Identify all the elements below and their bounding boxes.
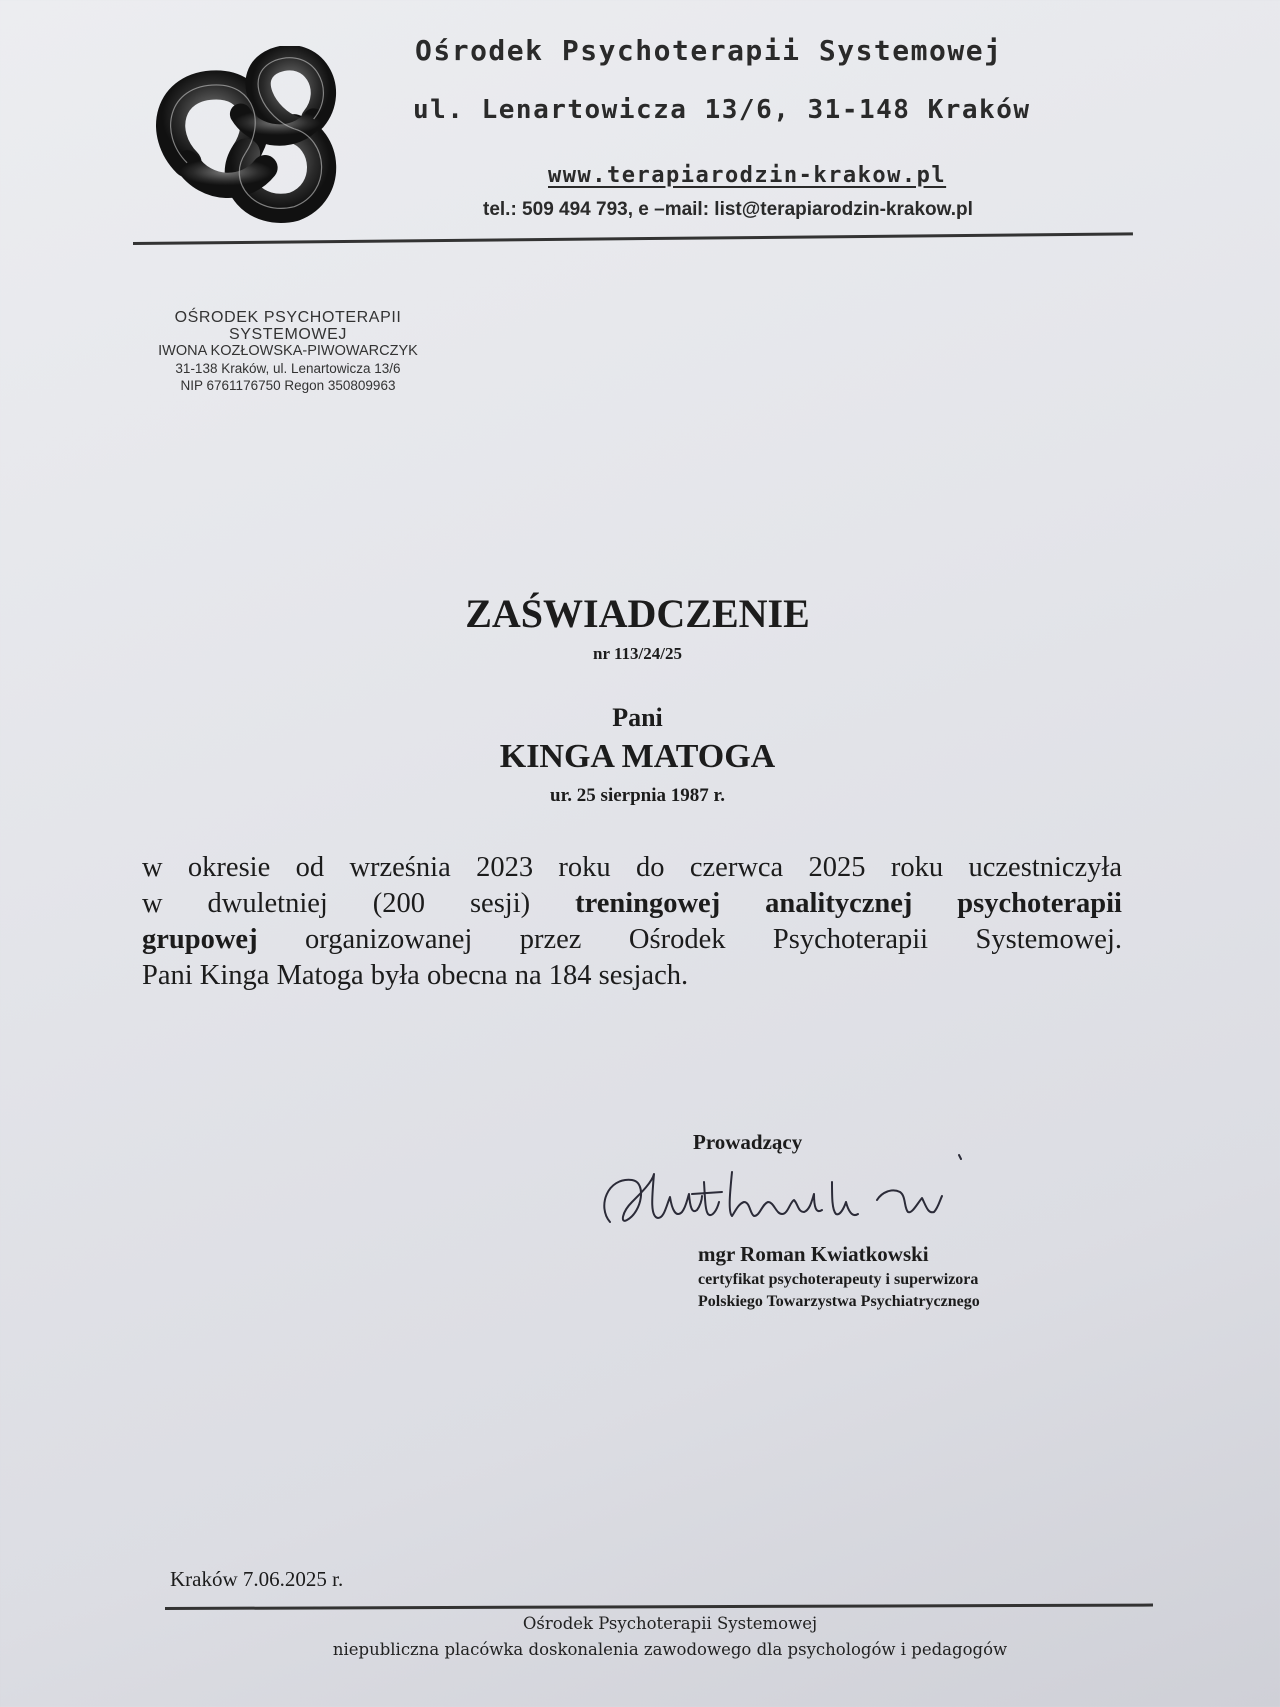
footer-org: Ośrodek Psychoterapii Systemowej (522, 1614, 818, 1633)
signatory-cert-line-2: Polskiego Towarzystwa Psychiatrycznego (698, 1293, 980, 1310)
body-line-4: Pani Kinga Matoga była obecna na 184 sesjach. (142, 960, 689, 991)
company-stamp (138, 309, 438, 394)
body-line-2-regular: w dwuletniej (200 sesji) (142, 888, 576, 919)
stamp-line-2: SYSTEMOWEJ (228, 326, 347, 343)
knot-logo-icon (148, 46, 343, 231)
header-address: ul. Lenartowicza 13/6, 31-148 Kraków (413, 95, 1031, 125)
header-divider (133, 232, 1133, 245)
header-org-name: Ośrodek Psychoterapii Systemowej (415, 34, 1003, 67)
body-line-2 (142, 886, 1122, 922)
header-website-link[interactable]: www.terapiarodzin-krakow.pl (548, 163, 947, 188)
document-title: ZAŚWIADCZENIE (465, 591, 810, 636)
stamp-line-5: NIP 6761176750 Regon 350809963 (180, 378, 396, 393)
birth-date: ur. 25 sierpnia 1987 r. (550, 785, 725, 806)
body-line-3 (142, 922, 1122, 958)
certificate-body (142, 850, 1122, 994)
footer-divider (165, 1604, 1153, 1610)
body-line-3-bold: grupowej (142, 924, 258, 955)
place-and-date: Kraków 7.06.2025 r. (170, 1567, 344, 1591)
signatory-label: Prowadzący (693, 1130, 803, 1154)
body-line-3-regular: organizowanej przez Ośrodek Psychoterapii Systemowej. (257, 924, 1122, 955)
footer-description: niepubliczna placówka doskonalenia zawodowego dla psychologów i pedagogów (332, 1640, 1008, 1659)
certificate-number: nr 113/24/25 (593, 644, 682, 663)
salutation: Pani (612, 703, 663, 732)
stamp-line-4: 31-138 Kraków, ul. Lenartowicza 13/6 (175, 361, 401, 376)
handwritten-signature-icon (592, 1152, 982, 1244)
stamp-line-3: IWONA KOZŁOWSKA-PIWOWARCZYK (158, 343, 418, 359)
recipient-name: KINGA MATOGA (499, 738, 776, 775)
stamp-line-1: OŚRODEK PSYCHOTERAPII (174, 309, 402, 326)
signatory-name: mgr Roman Kwiatkowski (698, 1242, 929, 1266)
signatory-cert-line-1: certyfikat psychoterapeuty i superwizora (698, 1271, 979, 1288)
body-line-1: w okresie od września 2023 roku do czerwca 2025 roku uczestniczyła (142, 852, 1122, 883)
header-contact: tel.: 509 494 793, e –mail: list@terapiarodzin-krakow.pl (483, 199, 973, 220)
body-line-2-bold: treningowej analitycznej psychoterapii (575, 888, 1122, 919)
